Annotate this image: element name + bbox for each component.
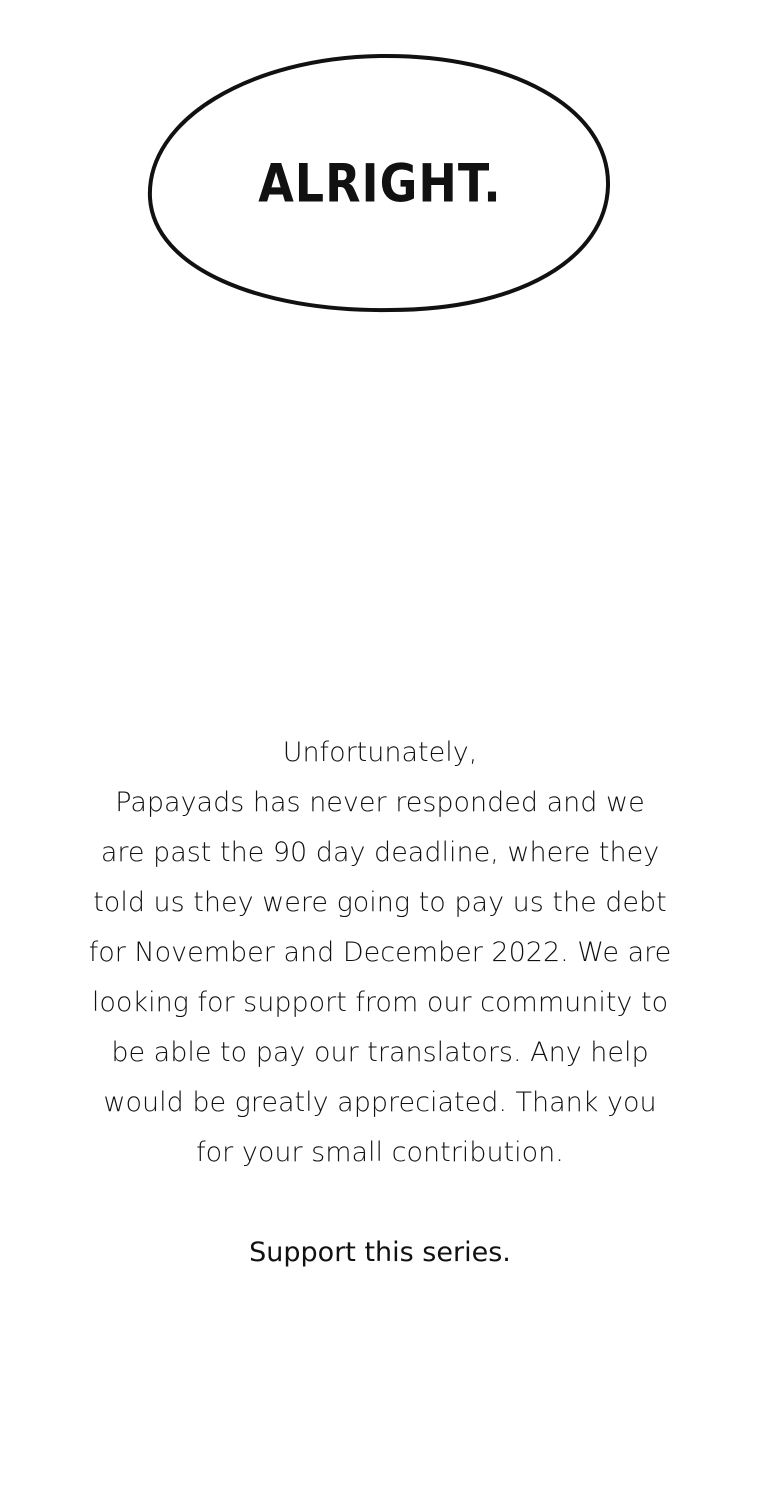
notice-line: would be greatly appreciated. Thank you <box>103 1087 657 1118</box>
speech-bubble <box>140 48 620 318</box>
notice-line: for November and December 2022. We are <box>88 937 672 968</box>
notice-line: told us they were going to pay us the debt <box>93 887 667 918</box>
notice-line: are past the 90 day deadline, where they <box>100 837 660 868</box>
support-series-link[interactable]: Support this series. <box>249 1237 511 1268</box>
bubble-dialogue: ALRIGHT. <box>258 151 502 215</box>
notice-line: Unfortunately, <box>282 737 478 768</box>
notice-line: Papayads has never responded and we <box>115 787 645 818</box>
notice-line: be able to pay our translators. Any help <box>111 1037 649 1068</box>
notice-line: for your small contribution. <box>196 1137 564 1168</box>
notice-line: looking for support from our community to <box>91 987 669 1018</box>
notice-message <box>40 728 720 1178</box>
